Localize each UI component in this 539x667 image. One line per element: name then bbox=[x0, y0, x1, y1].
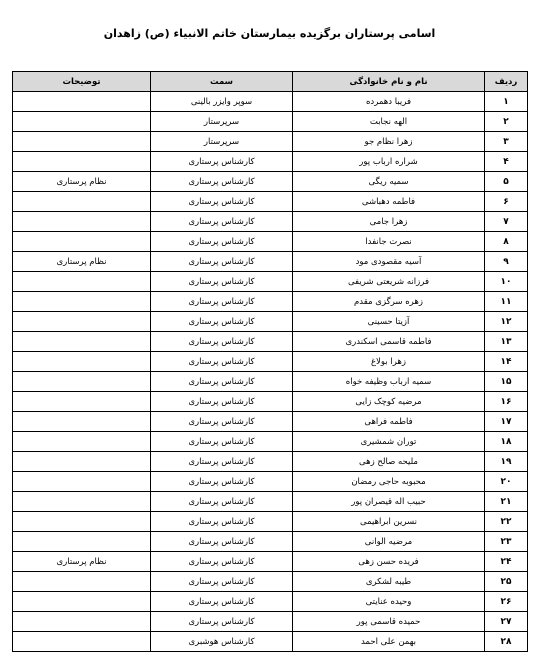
full-name-cell: سمیه ریگی bbox=[293, 172, 485, 192]
notes-cell bbox=[13, 532, 151, 552]
header-row-number: ردیف bbox=[485, 72, 528, 92]
table-row bbox=[13, 272, 528, 292]
full-name-cell: آزیتا حسینی bbox=[293, 312, 485, 332]
position-cell: کارشناس پرستاری bbox=[151, 212, 293, 232]
table-row bbox=[13, 632, 528, 652]
notes-cell bbox=[13, 152, 151, 172]
position-cell: کارشناس پرستاری bbox=[151, 432, 293, 452]
table-row bbox=[13, 152, 528, 172]
notes-cell bbox=[13, 492, 151, 512]
row-number-cell: ۳ bbox=[485, 132, 528, 152]
notes-cell bbox=[13, 472, 151, 492]
full-name-cell: آسیه مقصودی مود bbox=[293, 252, 485, 272]
position-cell: کارشناس پرستاری bbox=[151, 592, 293, 612]
position-cell: کارشناس پرستاری bbox=[151, 512, 293, 532]
table-row bbox=[13, 132, 528, 152]
row-number-cell: ۱۴ bbox=[485, 352, 528, 372]
full-name-cell: فاطمه فراهی bbox=[293, 412, 485, 432]
row-number-cell: ۱۹ bbox=[485, 452, 528, 472]
full-name-cell: حبیب اله قیصران پور bbox=[293, 492, 485, 512]
position-cell: کارشناس پرستاری bbox=[151, 352, 293, 372]
full-name-cell: فاطمه قاسمی اسکندری bbox=[293, 332, 485, 352]
notes-cell: نظام پرستاری bbox=[13, 172, 151, 192]
table-row bbox=[13, 252, 528, 272]
table-row bbox=[13, 452, 528, 472]
notes-cell bbox=[13, 232, 151, 252]
table-row bbox=[13, 572, 528, 592]
notes-cell bbox=[13, 312, 151, 332]
full-name-cell: زهرا بولاغ bbox=[293, 352, 485, 372]
row-number-cell: ۲۱ bbox=[485, 492, 528, 512]
position-cell: سوپر وایزر بالینی bbox=[151, 92, 293, 112]
position-cell: کارشناس پرستاری bbox=[151, 252, 293, 272]
nurses-table bbox=[12, 71, 528, 652]
row-number-cell: ۱۲ bbox=[485, 312, 528, 332]
page-title: اسامی پرستاران برگزیده بیمارستان خاتم الانبیاء (ص) زاهدان bbox=[103, 27, 436, 40]
row-number-cell: ۱۸ bbox=[485, 432, 528, 452]
row-number-cell: ۲۳ bbox=[485, 532, 528, 552]
full-name-cell: نصرت جانفدا bbox=[293, 232, 485, 252]
table-row bbox=[13, 472, 528, 492]
row-number-cell: ۲۰ bbox=[485, 472, 528, 492]
full-name-cell: فریده حسن زهی bbox=[293, 552, 485, 572]
table-row bbox=[13, 192, 528, 212]
full-name-cell: شراره ارباب پور bbox=[293, 152, 485, 172]
position-cell: کارشناس پرستاری bbox=[151, 152, 293, 172]
row-number-cell: ۱۷ bbox=[485, 412, 528, 432]
full-name-cell: حمیده قاسمی پور bbox=[293, 612, 485, 632]
notes-cell: نظام پرستاری bbox=[13, 552, 151, 572]
table-row bbox=[13, 352, 528, 372]
table-row bbox=[13, 172, 528, 192]
full-name-cell: ملیحه صالح زهی bbox=[293, 452, 485, 472]
notes-cell bbox=[13, 332, 151, 352]
notes-cell bbox=[13, 592, 151, 612]
position-cell: کارشناس پرستاری bbox=[151, 392, 293, 412]
table-body bbox=[13, 92, 528, 652]
position-cell: کارشناس هوشبری bbox=[151, 632, 293, 652]
row-number-cell: ۲۷ bbox=[485, 612, 528, 632]
position-cell: کارشناس پرستاری bbox=[151, 492, 293, 512]
notes-cell bbox=[13, 132, 151, 152]
full-name-cell: فرزانه شریعتی شریفی bbox=[293, 272, 485, 292]
position-cell: سرپرستار bbox=[151, 132, 293, 152]
row-number-cell: ۲۴ bbox=[485, 552, 528, 572]
row-number-cell: ۶ bbox=[485, 192, 528, 212]
position-cell: کارشناس پرستاری bbox=[151, 192, 293, 212]
position-cell: کارشناس پرستاری bbox=[151, 292, 293, 312]
table-row bbox=[13, 372, 528, 392]
table-row bbox=[13, 92, 528, 112]
notes-cell: نظام پرستاری bbox=[13, 252, 151, 272]
table-row bbox=[13, 392, 528, 412]
table-row bbox=[13, 612, 528, 632]
position-cell: کارشناس پرستاری bbox=[151, 272, 293, 292]
table-row bbox=[13, 312, 528, 332]
row-number-cell: ۵ bbox=[485, 172, 528, 192]
notes-cell bbox=[13, 392, 151, 412]
table-header-row bbox=[13, 72, 528, 92]
row-number-cell: ۲۲ bbox=[485, 512, 528, 532]
position-cell: کارشناس پرستاری bbox=[151, 572, 293, 592]
position-cell: کارشناس پرستاری bbox=[151, 612, 293, 632]
notes-cell bbox=[13, 452, 151, 472]
table-row bbox=[13, 232, 528, 252]
position-cell: کارشناس پرستاری bbox=[151, 172, 293, 192]
row-number-cell: ۷ bbox=[485, 212, 528, 232]
table-row bbox=[13, 532, 528, 552]
full-name-cell: توران شمشیری bbox=[293, 432, 485, 452]
row-number-cell: ۲۸ bbox=[485, 632, 528, 652]
full-name-cell: محبوبه حاجی رمضان bbox=[293, 472, 485, 492]
row-number-cell: ۸ bbox=[485, 232, 528, 252]
notes-cell bbox=[13, 292, 151, 312]
table-row bbox=[13, 212, 528, 232]
row-number-cell: ۴ bbox=[485, 152, 528, 172]
notes-cell bbox=[13, 272, 151, 292]
full-name-cell: سمیه ارباب وظیفه خواه bbox=[293, 372, 485, 392]
full-name-cell: بهمن علی احمد bbox=[293, 632, 485, 652]
full-name-cell: وحیده عنایتی bbox=[293, 592, 485, 612]
position-cell: کارشناس پرستاری bbox=[151, 532, 293, 552]
full-name-cell: فاطمه دهباشی bbox=[293, 192, 485, 212]
row-number-cell: ۹ bbox=[485, 252, 528, 272]
position-cell: کارشناس پرستاری bbox=[151, 412, 293, 432]
position-cell: کارشناس پرستاری bbox=[151, 332, 293, 352]
row-number-cell: ۲۵ bbox=[485, 572, 528, 592]
full-name-cell: الهه نجابت bbox=[293, 112, 485, 132]
position-cell: کارشناس پرستاری bbox=[151, 552, 293, 572]
row-number-cell: ۲۶ bbox=[485, 592, 528, 612]
notes-cell bbox=[13, 632, 151, 652]
header-notes: توضیحات bbox=[13, 72, 151, 92]
full-name-cell: نسرین ابراهیمی bbox=[293, 512, 485, 532]
row-number-cell: ۱۵ bbox=[485, 372, 528, 392]
position-cell: کارشناس پرستاری bbox=[151, 312, 293, 332]
row-number-cell: ۱۰ bbox=[485, 272, 528, 292]
full-name-cell: مرضیه الوانی bbox=[293, 532, 485, 552]
table-row bbox=[13, 112, 528, 132]
full-name-cell: مرضیه کوچک زایی bbox=[293, 392, 485, 412]
position-cell: کارشناس پرستاری bbox=[151, 452, 293, 472]
position-cell: سرپرستار bbox=[151, 112, 293, 132]
row-number-cell: ۱۶ bbox=[485, 392, 528, 412]
notes-cell bbox=[13, 192, 151, 212]
header-position: سمت bbox=[151, 72, 293, 92]
table-row bbox=[13, 492, 528, 512]
header-full-name: نام و نام خانوادگی bbox=[293, 72, 485, 92]
notes-cell bbox=[13, 212, 151, 232]
notes-cell bbox=[13, 412, 151, 432]
notes-cell bbox=[13, 352, 151, 372]
position-cell: کارشناس پرستاری bbox=[151, 372, 293, 392]
notes-cell bbox=[13, 372, 151, 392]
full-name-cell: زهره سرگزی مقدم bbox=[293, 292, 485, 312]
row-number-cell: ۲ bbox=[485, 112, 528, 132]
notes-cell bbox=[13, 572, 151, 592]
notes-cell bbox=[13, 612, 151, 632]
table-row bbox=[13, 412, 528, 432]
full-name-cell: طیبه لشکری bbox=[293, 572, 485, 592]
full-name-cell: فریبا دهمرده bbox=[293, 92, 485, 112]
notes-cell bbox=[13, 112, 151, 132]
row-number-cell: ۱۱ bbox=[485, 292, 528, 312]
full-name-cell: زهرا نظام جو bbox=[293, 132, 485, 152]
table-row bbox=[13, 512, 528, 532]
row-number-cell: ۱ bbox=[485, 92, 528, 112]
full-name-cell: زهرا جامی bbox=[293, 212, 485, 232]
notes-cell bbox=[13, 512, 151, 532]
table-row bbox=[13, 292, 528, 312]
notes-cell bbox=[13, 432, 151, 452]
table-row bbox=[13, 592, 528, 612]
notes-cell bbox=[13, 92, 151, 112]
position-cell: کارشناس پرستاری bbox=[151, 472, 293, 492]
row-number-cell: ۱۳ bbox=[485, 332, 528, 352]
table-row bbox=[13, 552, 528, 572]
table-row bbox=[13, 432, 528, 452]
table-row bbox=[13, 332, 528, 352]
position-cell: کارشناس پرستاری bbox=[151, 232, 293, 252]
